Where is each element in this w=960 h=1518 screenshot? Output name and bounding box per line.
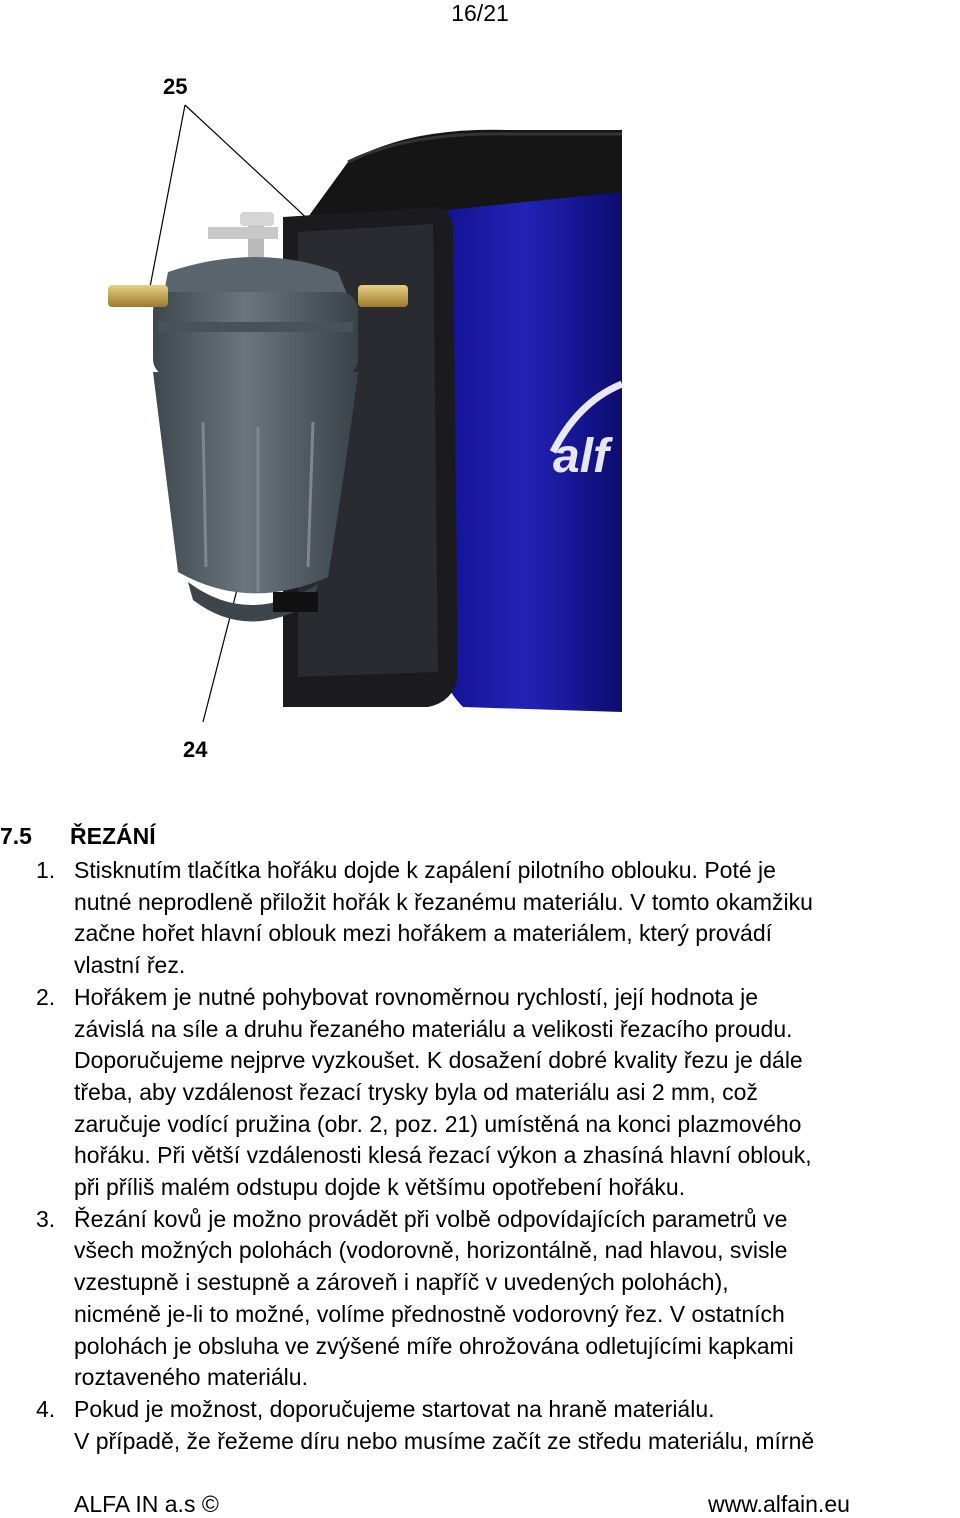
callout-25: 25 [163,74,188,99]
item-line: všech možných polohách (vodorovně, horizontálně, nad hlavou, svisle [74,1237,788,1264]
list-item [0,1394,960,1457]
item-line: polohách je obsluha ve zvýšené míře ohrožována odletujícími kapkami [74,1332,794,1359]
item-number: 2. [36,983,56,1010]
list-item [0,1204,960,1394]
item-number: 1. [36,857,56,883]
list-item [0,855,960,982]
item-line: závislá na síle a druhu řezaného materiálu a velikosti řezacího proudu. [74,1015,793,1042]
item-number: 3. [36,1205,56,1232]
item-line: nicméně je-li to možné, volíme přednostně vodorovný řez. V ostatních [74,1300,785,1327]
item-line: V případě, že řežeme díru nebo musíme začít ze středu materiálu, mírně [74,1427,815,1454]
callout-24: 24 [183,737,208,762]
section-number: 7.5 [0,823,32,849]
item-line: hořáku. Při větší vzdálenosti klesá řezací výkon a zhasíná hlavní oblouk, [74,1142,812,1169]
item-line: Doporučujeme nejprve vyzkoušet. K dosažení dobré kvality řezu je dále [74,1047,803,1074]
item-line: vlastní řez. [74,952,186,979]
item-line: při příliš malém odstupu dojde k většímu opotřebení hořáku. [74,1174,686,1201]
logo-text: alf [553,430,610,483]
item-line: třeba, aby vzdálenost řezací trysky byla od materiálu asi 2 mm, což [74,1078,758,1105]
list-item [0,982,960,1204]
item-line: zaručuje vodící pružina (obr. 2, poz. 21) umístěná na konci plazmového [74,1110,802,1137]
instruction-list [0,855,960,1457]
section-heading [0,823,156,850]
item-line: nutné neprodleně přiložit hořák k řezanému materiálu. V tomto okamžiku [74,888,813,915]
page-number: 16/21 [451,0,509,26]
section-title: ŘEZÁNÍ [70,823,156,849]
air-filter [153,212,358,622]
item-line: Pokud je možnost, doporučujeme startovat na hraně materiálu. [74,1395,715,1422]
item-line: Hořákem je nutné pohybovat rovnoměrnou rychlostí, její hodnota je [74,983,759,1010]
item-line: začne hořet hlavní oblouk mezi hořákem a materiálem, který provádí [74,920,772,947]
item-line: roztaveného materiálu. [74,1364,308,1391]
footer-website: www.alfain.eu [708,1491,850,1517]
item-line: Řezání kovů je možno provádět při volbě odpovídajících parametrů ve [74,1205,788,1232]
item-number: 4. [36,1395,56,1422]
item-line: Stisknutím tlačítka hořáku dojde k zapálení pilotního oblouku. Poté je [74,857,776,883]
footer-company: ALFA IN a.s © [74,1491,219,1517]
product-photo [108,122,622,727]
item-line: vzestupně i sestupně a zároveň i napříč v uvedených polohách), [74,1269,729,1296]
